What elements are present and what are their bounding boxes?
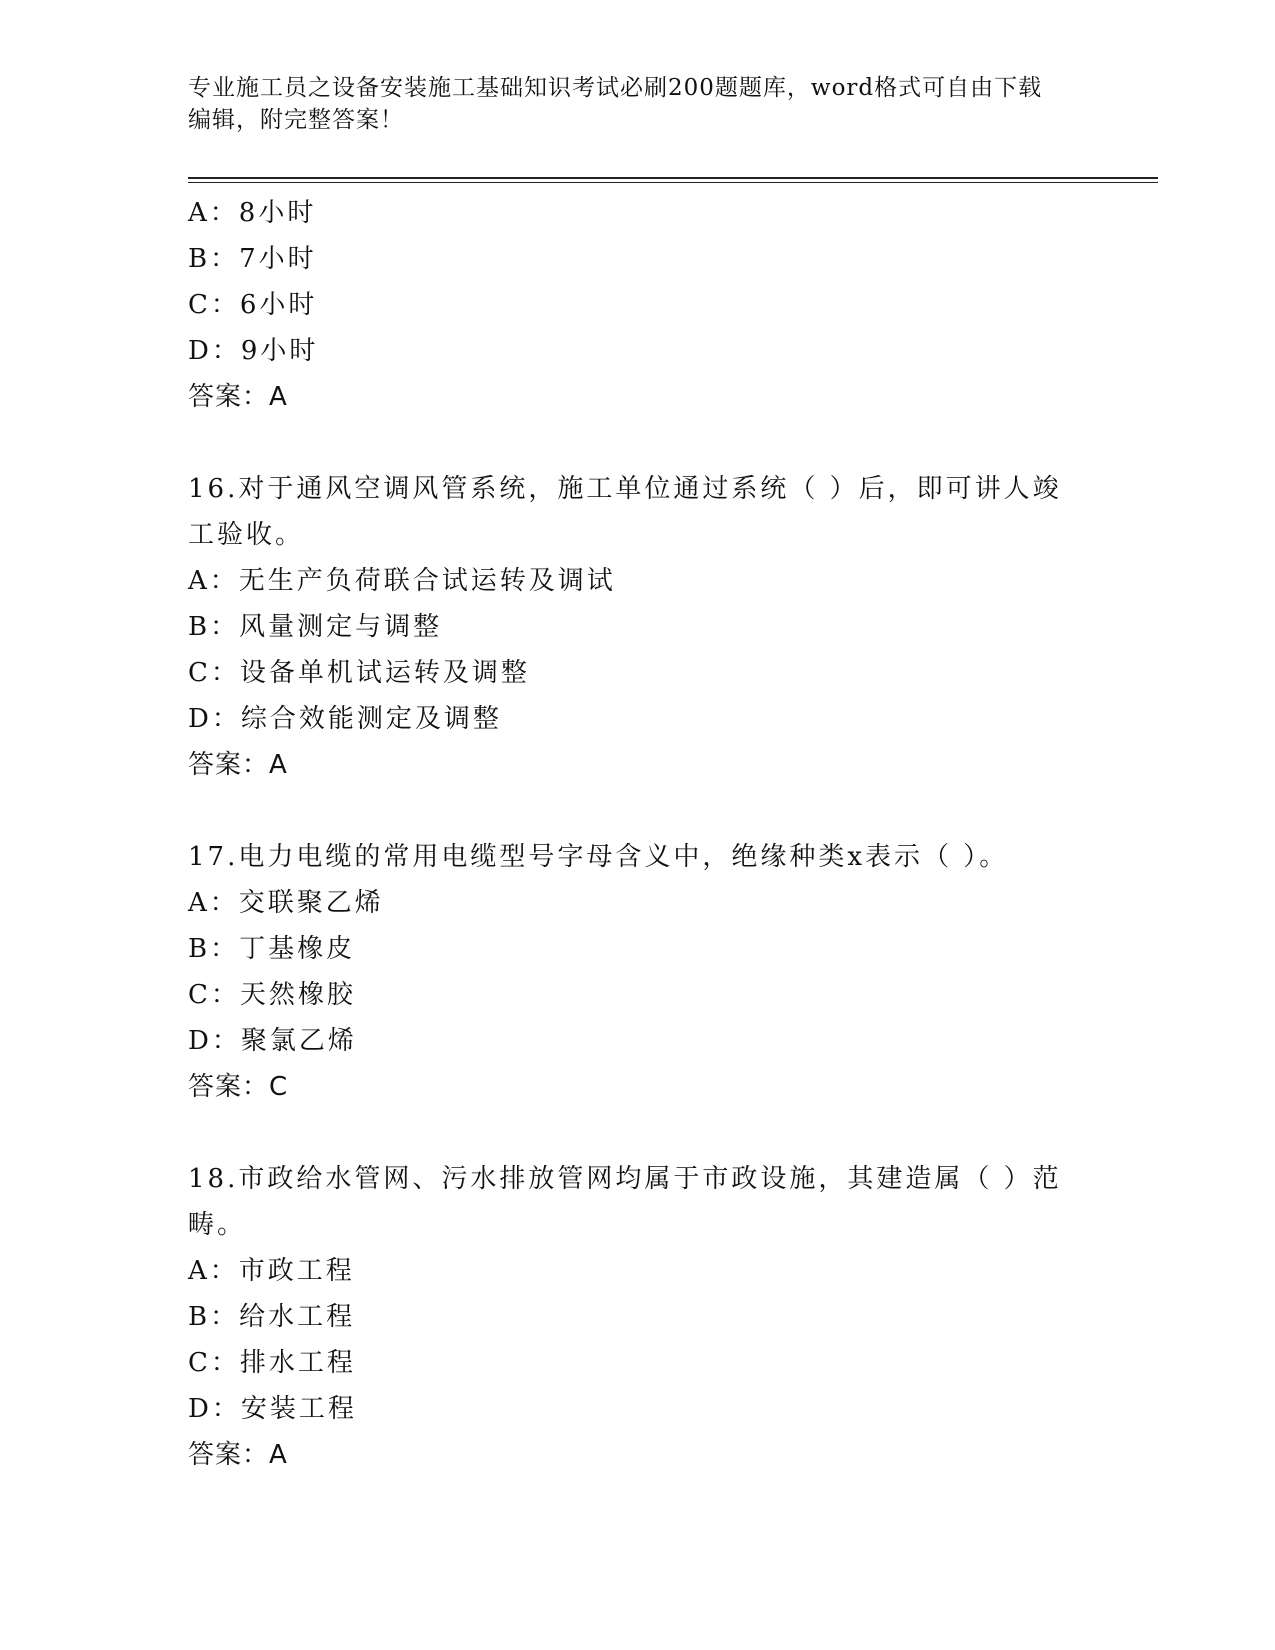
answer-line: 答案：C — [188, 1072, 289, 1102]
document-header — [188, 72, 1088, 136]
option-d: D：综合效能测定及调整 — [188, 704, 502, 734]
question-list — [188, 190, 1088, 1478]
option-a: A：无生产负荷联合试运转及调试 — [188, 566, 616, 596]
option-a: A：交联聚乙烯 — [188, 888, 384, 918]
header-divider-thick — [188, 177, 1158, 179]
question-16 — [188, 466, 1088, 788]
question-18 — [188, 1156, 1088, 1478]
spacer — [188, 420, 1088, 466]
question-text: 16.对于通风空调风管系统，施工单位通过系统（ ）后，即可讲人竣工验收。 — [188, 474, 1062, 550]
option-b: B：给水工程 — [188, 1302, 356, 1332]
option-d: D：聚氯乙烯 — [188, 1026, 357, 1056]
question-15-tail — [188, 190, 1088, 420]
header-line-1: 专业施工员之设备安装施工基础知识考试必刷200题题库，word格式可自由下载 — [188, 75, 1043, 101]
question-text: 18.市政给水管网、污水排放管网均属于市政设施，其建造属（ ）范畴。 — [188, 1164, 1062, 1240]
spacer — [188, 1110, 1088, 1156]
option-d: D：9小时 — [188, 336, 319, 366]
question-17 — [188, 834, 1088, 1110]
option-b: B：7小时 — [188, 244, 317, 274]
option-d: D：安装工程 — [188, 1394, 357, 1424]
header-line-2: 编辑，附完整答案！ — [188, 107, 404, 133]
option-b: B：风量测定与调整 — [188, 612, 443, 642]
header-divider-thin — [188, 182, 1158, 183]
option-c: C：6小时 — [188, 290, 318, 320]
option-a: A：8小时 — [188, 198, 317, 228]
answer-line: 答案：A — [188, 1440, 288, 1470]
option-b: B：丁基橡皮 — [188, 934, 356, 964]
option-a: A：市政工程 — [188, 1256, 355, 1286]
option-c: C：设备单机试运转及调整 — [188, 658, 530, 688]
answer-line: 答案：A — [188, 750, 288, 780]
question-text: 17.电力电缆的常用电缆型号字母含义中，绝缘种类x表示（ ）。 — [188, 842, 1009, 872]
option-c: C：天然橡胶 — [188, 980, 356, 1010]
spacer — [188, 788, 1088, 834]
answer-line: 答案：A — [188, 382, 288, 412]
option-c: C：排水工程 — [188, 1348, 356, 1378]
